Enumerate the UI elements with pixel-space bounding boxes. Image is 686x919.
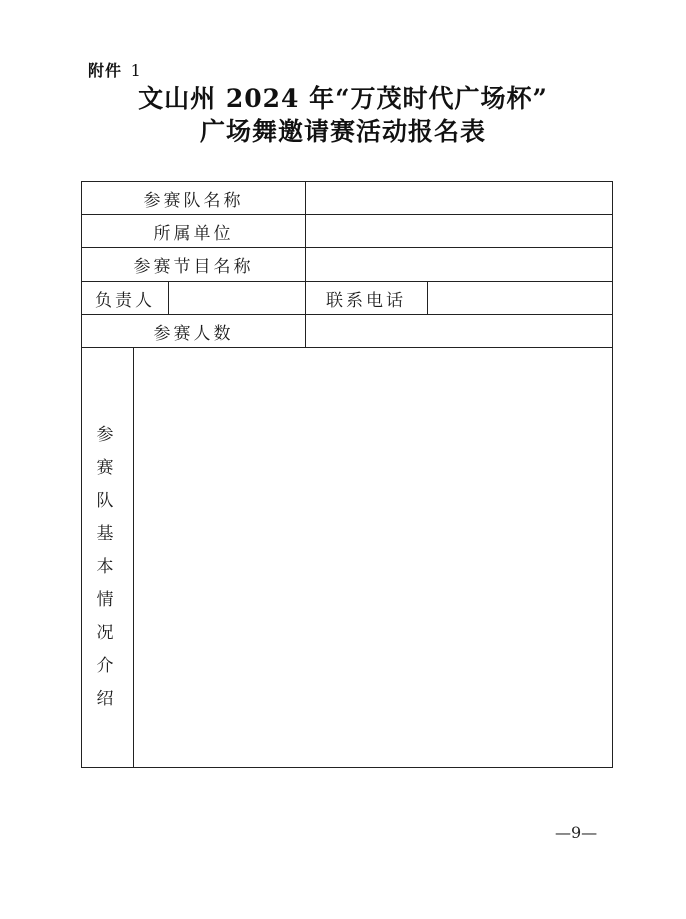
team-intro-field[interactable] bbox=[134, 348, 612, 767]
team-intro-label-cell bbox=[82, 349, 134, 769]
person-in-charge-label: 负责人 bbox=[95, 291, 155, 311]
participant-count-label: 参赛人数 bbox=[153, 324, 234, 344]
team-name-label: 参赛队名称 bbox=[143, 191, 244, 211]
page-number: —9— bbox=[555, 823, 598, 842]
phone-label: 联系电话 bbox=[326, 291, 406, 311]
phone-field[interactable] bbox=[428, 282, 612, 314]
attachment-label bbox=[88, 58, 142, 81]
team-name-field[interactable] bbox=[306, 182, 612, 214]
team-intro-label: 参赛队基本情况介绍 bbox=[96, 425, 120, 709]
attachment-number: 1 bbox=[130, 61, 142, 80]
affiliation-field[interactable] bbox=[306, 215, 612, 247]
document-title-line-2: 广场舞邀请赛活动报名表 bbox=[199, 117, 486, 146]
attachment-text: 附件 bbox=[88, 61, 123, 80]
document-title-line-1: 文山州 2024 年“万茂时代广场杯” bbox=[138, 84, 548, 113]
participant-count-field[interactable] bbox=[306, 315, 612, 347]
affiliation-label: 所属单位 bbox=[153, 224, 234, 244]
program-name-field[interactable] bbox=[306, 248, 612, 281]
registration-form-table bbox=[81, 181, 613, 768]
person-in-charge-field[interactable] bbox=[169, 282, 305, 314]
program-name-label: 参赛节目名称 bbox=[133, 257, 254, 277]
